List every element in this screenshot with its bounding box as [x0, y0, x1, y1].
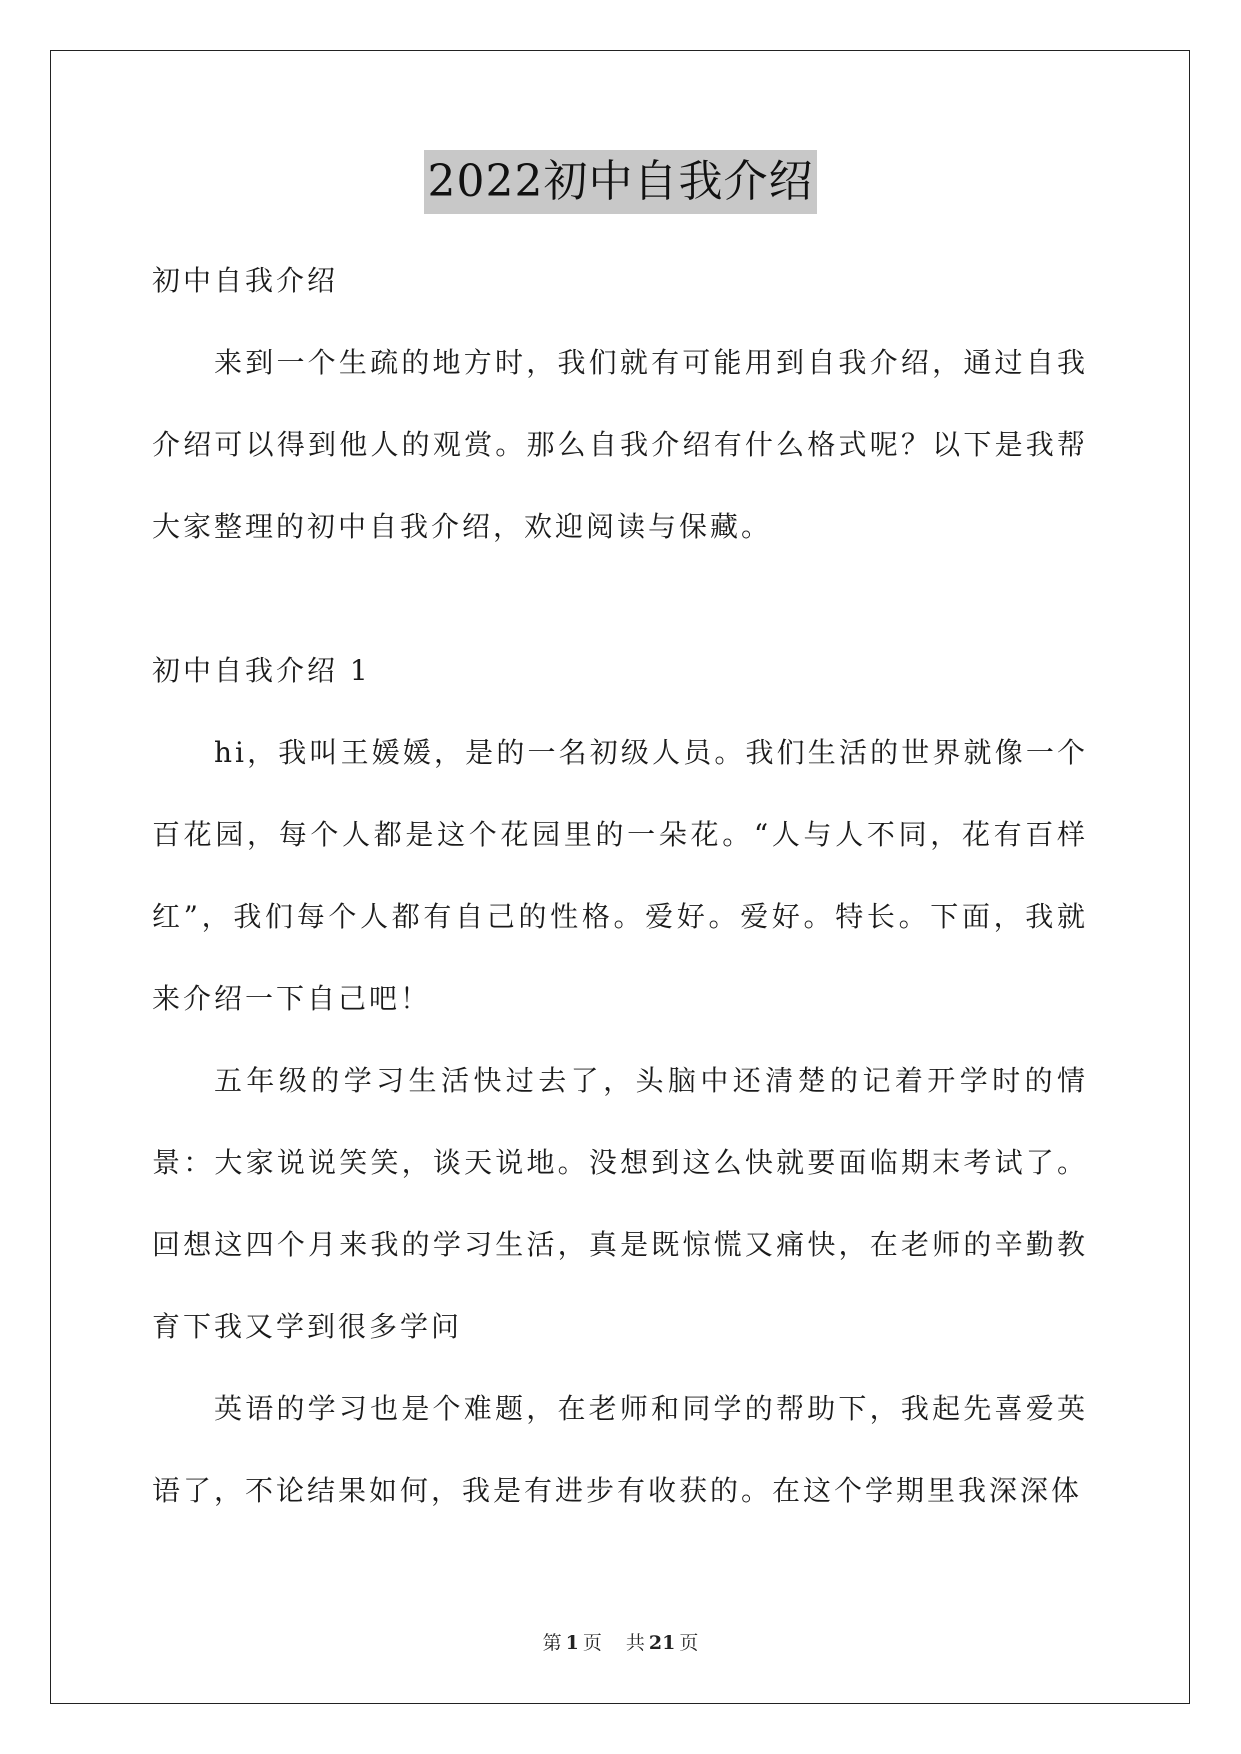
page-footer	[0, 1628, 1241, 1655]
total-prefix: 共	[625, 1632, 645, 1654]
page-prefix: 第	[542, 1632, 562, 1654]
intro-paragraph: 来到一个生疏的地方时，我们就有可能用到自我介绍，通过自我介绍可以得到他人的观赏。那么自我介绍有什么格式呢？以下是我帮大家整理的初中自我介绍，欢迎阅读与保藏。	[152, 346, 1088, 543]
body-paragraph: hi，我叫王媛媛，是的一名初级人员。我们生活的世界就像一个百花园，每个人都是这个花园里的一朵花。“人与人不同，花有百样红”，我们每个人都有自己的性格。爱好。爱好。特长。下面，我就来介绍一下自己吧！	[152, 736, 1088, 1015]
document-title: 2022初中自我介绍	[424, 150, 818, 214]
title-container	[0, 150, 1241, 214]
section-heading: 初中自我介绍	[152, 264, 339, 297]
spacer	[152, 568, 1088, 630]
total-suffix: 页	[679, 1632, 699, 1654]
page-suffix: 页	[582, 1632, 602, 1654]
body-paragraph: 五年级的学习生活快过去了，头脑中还清楚的记着开学时的情景：大家说说笑笑，谈天说地。没想到这么快就要面临期末考试了。回想这四个月来我的学习生活，真是既惊慌又痛快，在老师的辛勤教育下我又学到很多学问	[152, 1064, 1088, 1343]
total-pages: 21	[648, 1632, 676, 1654]
section-heading-1: 初中自我介绍 1	[152, 654, 371, 687]
page-number: 1	[565, 1632, 579, 1654]
body-paragraph: 英语的学习也是个难题，在老师和同学的帮助下，我起先喜爱英语了，不论结果如何，我是有进步有收获的。在这个学期里我深深体	[152, 1392, 1088, 1507]
document-body	[152, 240, 1088, 1532]
